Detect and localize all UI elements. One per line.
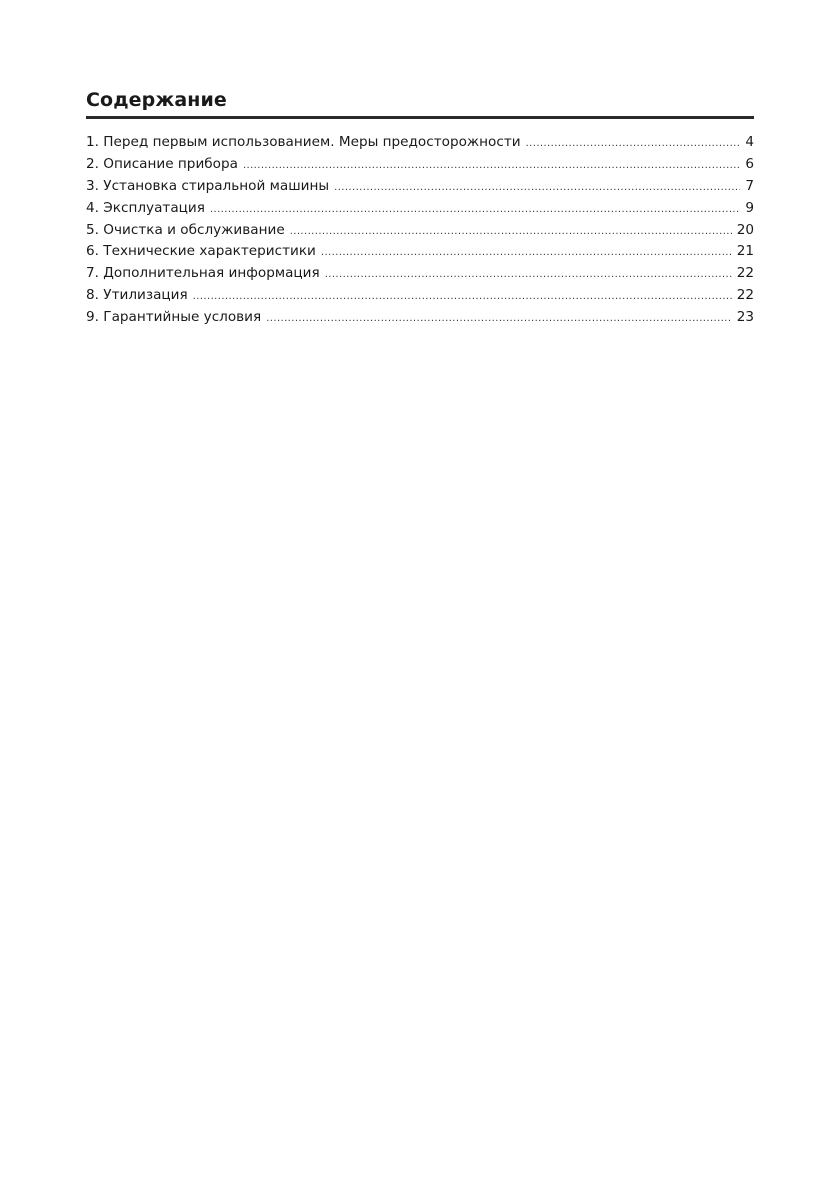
toc-dot-leader xyxy=(334,177,740,198)
toc-entry-page: 22 xyxy=(736,287,754,304)
toc-entry-page: 20 xyxy=(736,221,754,238)
toc-dot-leader xyxy=(321,242,732,263)
toc-entry[interactable] xyxy=(86,176,754,198)
toc-dot-leader xyxy=(325,264,732,285)
toc-entry[interactable] xyxy=(86,307,754,329)
toc-entry[interactable] xyxy=(86,285,754,307)
toc-dot-leader xyxy=(526,133,741,154)
toc-entry[interactable] xyxy=(86,154,754,176)
toc-entry-label: 1. Перед первым использованием. Меры предосторожности xyxy=(86,134,521,150)
toc-entry-page: 7 xyxy=(745,177,754,194)
toc-dot-leader xyxy=(243,155,740,176)
toc-entry[interactable] xyxy=(86,263,754,285)
toc-entry-label: 2. Описание прибора xyxy=(86,155,238,172)
toc-dot-leader xyxy=(193,286,732,307)
toc-entry-page: 22 xyxy=(736,265,754,282)
toc-entry[interactable] xyxy=(86,220,754,242)
toc-entry-page: 6 xyxy=(745,155,754,172)
toc-list xyxy=(86,132,754,329)
page-title: Содержание xyxy=(86,89,227,111)
table-of-contents xyxy=(86,88,754,329)
toc-entry-page: 21 xyxy=(736,243,754,260)
toc-entry-label: 5. Очистка и обслуживание xyxy=(86,221,285,238)
toc-entry-page: 4 xyxy=(745,134,754,150)
toc-entry[interactable] xyxy=(86,198,754,220)
toc-entry-label: 4. Эксплуатация xyxy=(86,199,205,216)
toc-dot-leader xyxy=(210,199,740,220)
toc-entry-page: 23 xyxy=(736,309,754,326)
toc-dot-leader xyxy=(266,308,731,329)
toc-entry[interactable] xyxy=(86,241,754,263)
toc-entry-label: 3. Установка стиральной машины xyxy=(86,177,330,194)
toc-entry-label: 7. Дополнительная информация xyxy=(86,265,320,282)
toc-entry-page: 9 xyxy=(745,199,754,216)
toc-entry-label: 9. Гарантийные условия xyxy=(86,309,262,326)
title-divider xyxy=(86,116,754,119)
toc-entry-label: 8. Утилизация xyxy=(86,287,188,304)
toc-dot-leader xyxy=(290,221,732,242)
toc-entry[interactable] xyxy=(86,132,754,154)
toc-entry-label: 6. Технические характеристики xyxy=(86,243,316,260)
